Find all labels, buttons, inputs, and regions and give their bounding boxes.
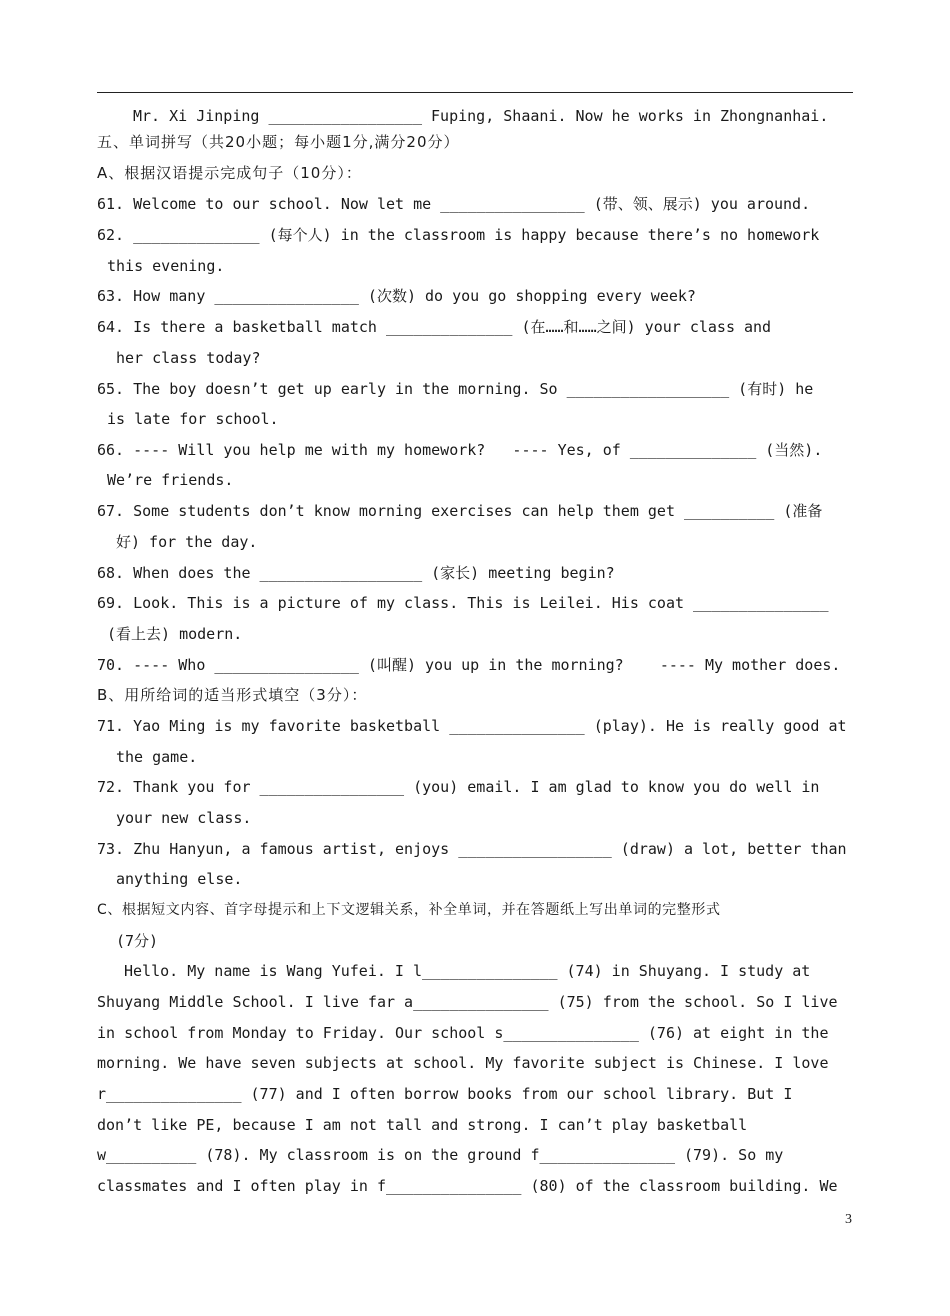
question-65 — [0, 377, 950, 401]
line-text: Shuyang Middle School. I live far a_______________ (75) from the school. So I live — [97, 993, 838, 1011]
line-text: 72. Thank you for ________________ (you) email. I am glad to know you do well in — [97, 778, 820, 796]
line-text: this evening. — [107, 257, 225, 275]
line-text: w__________ (78). My classroom is on the ground f_______________ (79). So my — [97, 1146, 784, 1164]
question-69-cont — [0, 622, 950, 646]
line-text: 62. ______________ (每个人) in the classroom is happy because there’s no homework — [97, 226, 820, 244]
question-67-cont — [0, 530, 950, 554]
line-text: 70. ---- Who ________________ (叫醒) you up in the morning? ---- My mother does. — [97, 656, 841, 674]
question-62-cont — [0, 254, 950, 278]
line-text: 68. When does the __________________ (家长) meeting begin? — [97, 564, 615, 582]
line-text: r_______________ (77) and I often borrow books from our school library. But I — [97, 1085, 793, 1103]
section-heading — [0, 130, 950, 154]
subsection-heading — [0, 683, 950, 707]
line-text: morning. We have seven subjects at school. My favorite subject is Chinese. I love — [97, 1054, 829, 1072]
line-text: Mr. Xi Jinping _________________ Fuping, Shaani. Now he works in Zhongnanhai. — [133, 107, 829, 125]
line-text: in school from Monday to Friday. Our school s_______________ (76) at eight in the — [97, 1024, 829, 1042]
question-62 — [0, 223, 950, 247]
question-71-cont — [0, 745, 950, 769]
line-text: 66. ---- Will you help me with my homework? ---- Yes, of ______________ (当然). — [97, 441, 823, 459]
line-text: classmates and I often play in f_______________ (80) of the classroom building. We — [97, 1177, 838, 1195]
question-61 — [0, 192, 950, 216]
line-text: 73. Zhu Hanyun, a famous artist, enjoys _________________ (draw) a lot, better than — [97, 840, 847, 858]
line-text: We’re friends. — [107, 471, 234, 489]
question-71 — [0, 714, 950, 738]
subsection-heading — [0, 898, 950, 922]
line-text: 64. Is there a basketball match ______________ (在……和……之间) your class and — [97, 318, 772, 336]
line-text: anything else. — [116, 870, 243, 888]
line-text: the game. — [116, 748, 198, 766]
question-64-cont — [0, 346, 950, 370]
passage-line — [0, 1113, 950, 1137]
header-rule — [97, 92, 853, 93]
passage-line — [0, 1051, 950, 1075]
question-72-cont — [0, 806, 950, 830]
question-66 — [0, 438, 950, 462]
line-text: (7分) — [116, 932, 159, 950]
line-text: her class today? — [116, 349, 261, 367]
line-text: C、根据短文内容、首字母提示和上下文逻辑关系，补全单词，并在答题纸上写出单词的完整形式 — [97, 902, 721, 918]
line-text: 69. Look. This is a picture of my class. This is Leilei. His coat _______________ — [97, 594, 829, 612]
line-text: is late for school. — [107, 410, 279, 428]
line-text: 71. Yao Ming is my favorite basketball _______________ (play). He is really good at — [97, 717, 847, 735]
line-text: 五、单词拼写（共20小题；每小题1分,满分20分） — [97, 133, 460, 151]
line-text: Hello. My name is Wang Yufei. I l_______________ (74) in Shuyang. I study at — [124, 962, 811, 980]
question-73-cont — [0, 867, 950, 891]
question-69 — [0, 591, 950, 615]
line-text: 61. Welcome to our school. Now let me ________________ (带、领、展示) you around. — [97, 195, 811, 213]
subsection-heading — [0, 161, 950, 185]
line-text: 67. Some students don’t know morning exercises can help them get __________ (准备 — [97, 502, 823, 520]
passage-line — [0, 1174, 950, 1198]
question-72 — [0, 775, 950, 799]
passage-line — [0, 959, 950, 983]
question-66-cont — [0, 468, 950, 492]
passage-line — [0, 1143, 950, 1167]
subsection-heading-cont — [0, 929, 950, 953]
line-text: B、用所给词的适当形式填空（3分）： — [97, 686, 368, 704]
line-text: 65. The boy doesn’t get up early in the morning. So __________________ (有时) he — [97, 380, 814, 398]
page-number: 3 — [845, 1212, 852, 1227]
question-68 — [0, 561, 950, 585]
line-text: 63. How many ________________ (次数) do you go shopping every week? — [97, 287, 696, 305]
text-line — [0, 104, 950, 128]
line-text: your new class. — [116, 809, 252, 827]
question-73 — [0, 837, 950, 861]
line-text: don’t like PE, because I am not tall and strong. I can’t play basketball — [97, 1116, 748, 1134]
question-63 — [0, 284, 950, 308]
passage-line — [0, 990, 950, 1014]
passage-line — [0, 1082, 950, 1106]
line-text: A、根据汉语提示完成句子（10分）： — [97, 164, 362, 182]
passage-line — [0, 1021, 950, 1045]
line-text: 好) for the day. — [116, 533, 258, 551]
question-67 — [0, 499, 950, 523]
question-65-cont — [0, 407, 950, 431]
line-text: (看上去) modern. — [107, 625, 243, 643]
question-70 — [0, 653, 950, 677]
question-64 — [0, 315, 950, 339]
